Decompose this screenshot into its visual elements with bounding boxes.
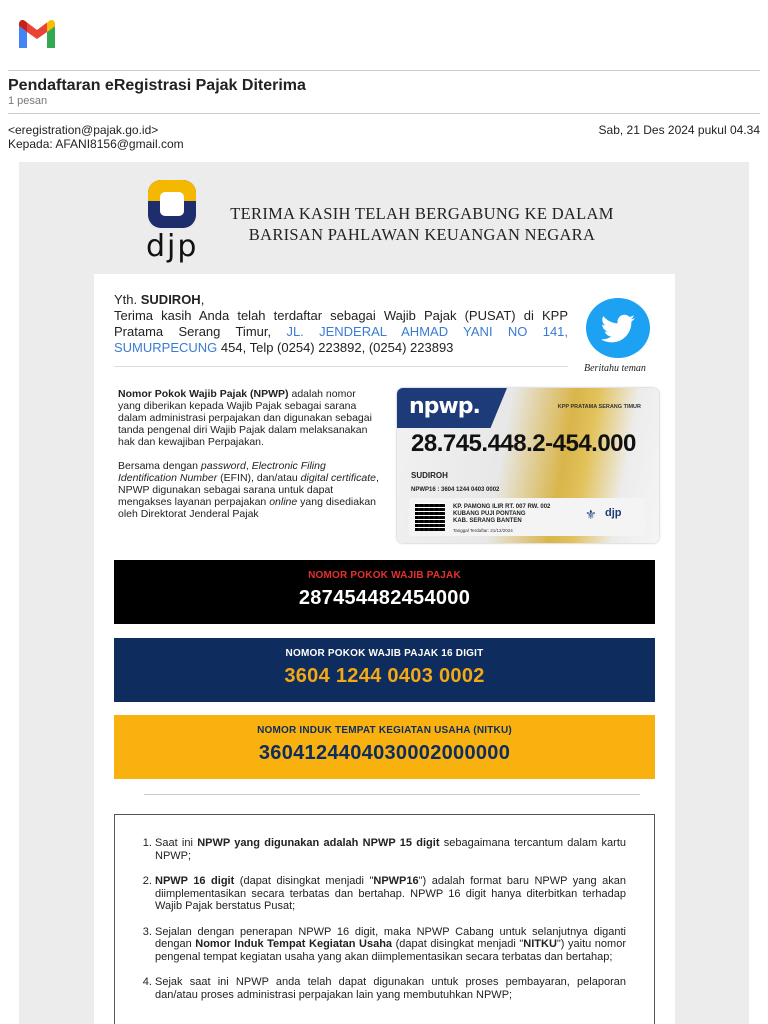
npwp-box [114,560,655,624]
djp-logo-text: djp [146,229,199,264]
address-line: KAB. SERANG BANTEN [453,518,522,524]
text: (EFIN), dan/atau [217,472,301,484]
npwp-card-kpp: KPP PRATAMA SERANG TIMUR [557,404,641,410]
email-recipient: Kepada: AFANI8156@gmail.com [8,137,184,151]
list-item [155,837,626,862]
gmail-logo-icon[interactable] [16,18,58,50]
npwp-value: 287454482454000 [298,587,471,609]
headline-line-2: BARISAN PAHLAWAN KEUANGAN NEGARA [248,225,596,244]
npwp-card-number: 28.745.448.2-454.000 [411,430,636,457]
term: online [269,496,298,508]
greeting-text: Terima kasih Anda telah terdaftar sebagai Wajib Pajak (PUSAT) di KPP Pratama Serang Timur, [114,308,568,339]
email-sender[interactable]: <eregistration@pajak.go.id> [8,123,159,137]
npwp-card-image [397,388,659,543]
npwp-card-address [453,504,550,525]
notes-list [155,837,626,1001]
greeting-phone: 454, Telp (0254) 223892, (0254) 223893 [217,340,454,355]
npwp16-label: NOMOR POKOK WAJIB PAJAK 16 DIGIT [285,648,484,659]
npwp-card-npwp16: NPWP16 : 3604 1244 0403 0002 [411,487,500,493]
nitku-value: 3604124404030002000000 [258,742,511,764]
qr-code-icon [415,503,445,531]
npwp-card-registered: Tanggal Terdaftar: 21/12/2024 [453,528,513,533]
address-link[interactable]: JL. JENDERAL AHMAD YANI NO 141, SUMURPECUNG [114,324,569,355]
salutation: Yth. [114,292,141,307]
text-bold: NPWP yang digunakan adalah NPWP 15 digit [197,837,440,849]
divider [8,113,760,114]
text: Sejalan dengan penerapan NPWP 16 digit, maka NPWP Cabang untuk selanjutnya diganti dengan [155,925,626,950]
share-label[interactable]: Beritahu teman [584,363,646,374]
notes-box [114,814,655,1024]
npwp16-box [114,638,655,702]
message-count: 1 pesan [8,95,48,107]
headline [212,203,632,245]
term: Electronic Filing Identification Number [118,460,326,484]
emblem-icon: ⚜ [585,507,597,522]
text: (dapat disingkat menjadi " [234,875,374,887]
taxpayer-name: SUDIROH [140,292,201,307]
comma: , [200,292,205,307]
nitku-label: NOMOR INDUK TEMPAT KEGIATAN USAHA (NITKU) [257,725,512,736]
npwp16-value: 3604 1244 0403 0002 [284,665,485,687]
headline-line-1: TERIMA KASIH TELAH BERGABUNG KE DALAM [230,204,614,223]
text-bold: NPWP 16 digit [155,875,235,887]
text-bold: Nomor Induk Tempat Kegiatan Usaha [195,938,393,950]
term: digital certificate [300,472,376,484]
text-bold: NPWP16 [373,875,419,887]
text: Sejak saat ini NPWP anda telah dapat digunakan untuk proses pembayaran, pelaporan dan/atau proses administrasi perpajakan lain yang membutuhkan NPWP; [155,976,626,1001]
list-item [155,875,626,913]
npwp-card-footer [409,498,645,536]
npwp-label: NOMOR POKOK WAJIB PAJAK [308,570,461,581]
email-subject: Pendaftaran eRegistrasi Pajak Diterima [8,77,306,94]
text: Bersama dengan [118,460,201,472]
email-date: Sab, 21 Des 2024 pukul 04.34 [598,123,760,137]
text-bold: NITKU [523,938,557,950]
npwp-card-brand: npwp. [409,394,480,419]
text: ") adalah format baru NPWP yang akan diimplementasikan secara terbatas dan bertahap. NPWP 16 digit hanya diterbitkan terhadap Wajib Pajak berstatus Pusat; [155,875,626,912]
text: yang disediakan oleh Direktorat Jenderal Pajak [118,496,377,520]
npwp-term: Nomor Pokok Wajib Pajak (NPWP) [118,388,289,400]
text: , NPWP digunakan sebagai sarana untuk dapat mengakses layanan perpajakan [118,472,379,508]
term: password [200,460,246,472]
divider [114,366,568,367]
npwp-description [118,388,380,532]
npwp-card-name: SUDIROH [411,471,448,480]
npwp-card-djp: djp [605,507,622,519]
text: (dapat disingkat menjadi " [392,938,524,950]
divider [8,70,760,71]
npwp-definition: adalah nomor yang diberikan kepada Wajib Pajak sebagai sarana dalam administrasi perpajakan dan digunakan sebagai tanda pengenal diri Wajib Pajak dalam melaksanakan hak dan kewajiban Perpajakan. [118,388,372,448]
nitku-box [114,715,655,779]
twitter-share-icon[interactable] [585,297,651,359]
djp-logo-icon [147,179,197,229]
divider [144,794,640,795]
greeting-paragraph [114,292,568,356]
text: , [245,460,252,472]
text: sebagaimana tercantum dalam kartu NPWP; [155,837,626,862]
text: ") yaitu nomor pengenal tempat kegiatan usaha yang akan diimplementasikan secara terbatas dan bertahap; [155,938,626,963]
list-item [155,976,626,1001]
text: Saat ini [155,837,198,849]
address-line: KUBANG PUJI PONTANG [453,511,526,517]
list-item [155,926,626,964]
address-line: KP. PAMONG ILIR RT. 007 RW. 002 [453,504,551,510]
